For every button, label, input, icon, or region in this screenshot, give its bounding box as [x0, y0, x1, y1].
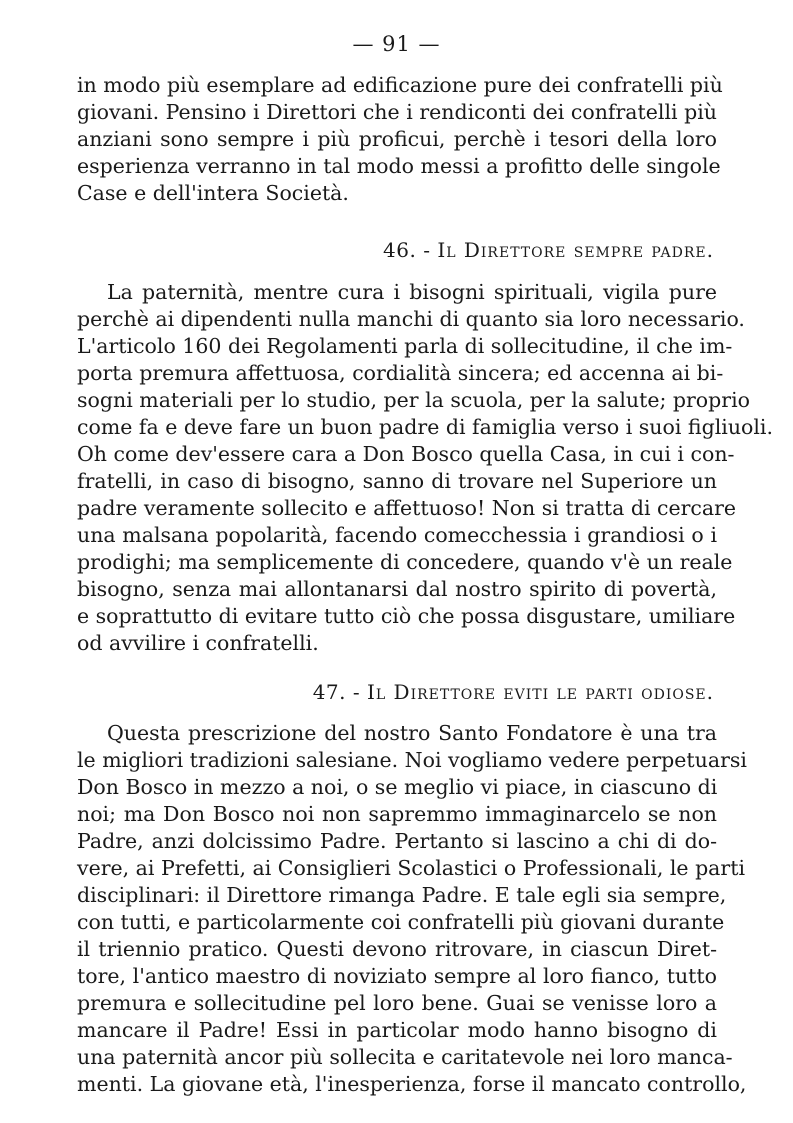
- section-heading-47: [313, 680, 714, 704]
- text-line: con tutti, e particolarmente coi confratelli più giovani durante: [77, 910, 725, 934]
- text-line: Questa prescrizione del nostro Santo Fondatore è una tra: [107, 721, 717, 745]
- text-line: mancare il Padre! Essi in particolar modo hanno bisogno di: [77, 1018, 717, 1042]
- text-line: Padre, anzi dolcissimo Padre. Pertanto si lascino a chi di do-: [77, 829, 717, 853]
- text-line: giovani. Pensino i Direttori che i rendiconti dei confratelli più: [77, 100, 717, 124]
- section-number: 47. -: [312, 680, 361, 704]
- text-line: le migliori tradizioni salesiane. Noi vogliamo vedere perpetuarsi: [77, 748, 747, 772]
- text-line: come fa e deve fare un buon padre di famiglia verso i suoi figliuoli.: [77, 415, 774, 439]
- text-line: Case e dell'intera Società.: [77, 181, 349, 205]
- text-line: esperienza verranno in tal modo messi a profitto delle singole: [77, 154, 721, 178]
- text-line: Oh come dev'essere cara a Don Bosco quella Casa, in cui i con-: [77, 442, 735, 466]
- page-number: — 91 —: [352, 32, 441, 56]
- text-line: noi; ma Don Bosco noi non sapremmo immaginarcelo se non: [77, 802, 717, 826]
- text-line: una paternità ancor più sollecita e caritatevole nei loro manca-: [77, 1045, 733, 1069]
- text-line: porta premura affettuosa, cordialità sincera; ed accenna ai bi-: [77, 361, 724, 385]
- text-line: prodighi; ma semplicemente di concedere, quando v'è un reale: [77, 550, 733, 574]
- section-title: Il Direttore sempre padre.: [437, 238, 714, 262]
- text-line: od avvilire i confratelli.: [77, 631, 319, 655]
- text-line: tore, l'antico maestro di noviziato sempre al loro fianco, tutto: [77, 964, 717, 988]
- text-line: menti. La giovane età, l'inesperienza, forse il mancato controllo,: [77, 1072, 747, 1096]
- text-line: Don Bosco in mezzo a noi, o se meglio vi piace, in ciascuno di: [77, 775, 718, 799]
- text-line: in modo più esemplare ad edificazione pure dei confratelli più: [77, 73, 723, 97]
- text-line: bisogno, senza mai allontanarsi dal nostro spirito di povertà,: [77, 577, 717, 601]
- text-line: perchè ai dipendenti nulla manchi di quanto sia loro necessario.: [77, 307, 745, 331]
- text-line: il triennio pratico. Questi devono ritrovare, in ciascun Diret-: [77, 937, 717, 961]
- section-title: Il Direttore eviti le parti odiose.: [366, 680, 714, 704]
- section-number: 46. -: [383, 238, 431, 262]
- text-line: una malsana popolarità, facendo comecchessia i grandiosi o i: [77, 523, 717, 547]
- text-line: La paternità, mentre cura i bisogni spirituali, vigila pure: [107, 280, 717, 304]
- text-line: sogni materiali per lo studio, per la scuola, per la salute; proprio: [77, 388, 750, 412]
- text-line: fratelli, in caso di bisogno, sanno di trovare nel Superiore un: [77, 469, 717, 493]
- text-line: e soprattutto di evitare tutto ciò che possa disgustare, umiliare: [77, 604, 736, 628]
- text-line: disciplinari: il Direttore rimanga Padre. E tale egli sia sempre,: [77, 883, 727, 907]
- text-line: premura e sollecitudine pel loro bene. Guai se venisse loro a: [77, 991, 717, 1015]
- text-line: L'articolo 160 dei Regolamenti parla di sollecitudine, il che im-: [77, 334, 733, 358]
- section-heading-46: [383, 238, 714, 262]
- text-line: padre veramente sollecito e affettuoso! Non si tratta di cercare: [77, 496, 737, 520]
- text-line: anziani sono sempre i più proficui, perchè i tesori della loro: [77, 127, 717, 151]
- text-line: vere, ai Prefetti, ai Consiglieri Scolastici o Professionali, le parti: [77, 856, 746, 880]
